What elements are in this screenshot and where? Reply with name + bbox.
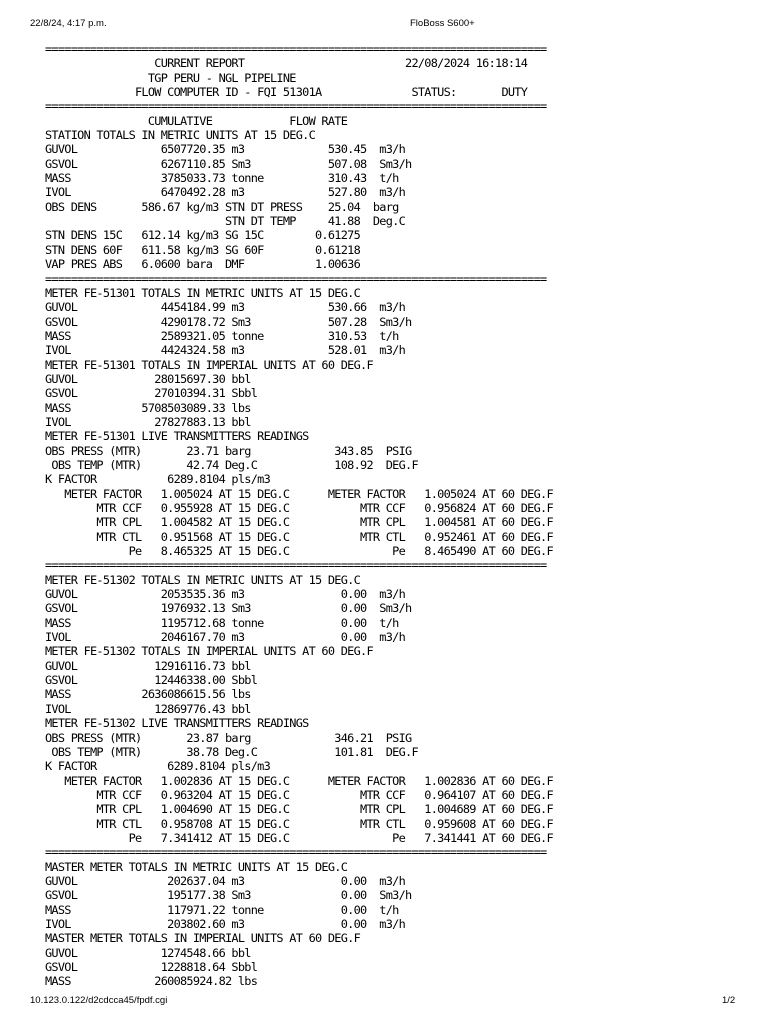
report-line: FLOW COMPUTER ID - FQI 51301A STATUS: DUTY	[45, 85, 528, 100]
report-line: METER FACTOR 1.005024 AT 15 DEG.C METER FACTOR 1.005024 AT 60 DEG.F	[45, 486, 553, 501]
report-line: STATION TOTALS IN METRIC UNITS AT 15 DEG.C	[45, 128, 316, 143]
report-line: MTR CCF 0.963204 AT 15 DEG.C MTR CCF 0.964107 AT 60 DEG.F	[45, 787, 553, 802]
print-datetime: 22/8/24, 4:17 p.m.	[30, 18, 107, 29]
report-line: GSVOL 195177.38 Sm3 0.00 Sm3/h	[45, 888, 412, 903]
report-line: MASS 3785033.73 tonne 310.43 t/h	[45, 171, 399, 186]
report-line: GUVOL 4454184.99 m3 530.66 m3/h	[45, 300, 406, 315]
report-line: IVOL 2046167.70 m3 0.00 m3/h	[45, 630, 406, 645]
report-line: STN DENS 15C 612.14 kg/m3 SG 15C 0.61275	[45, 228, 361, 243]
report-line: MASTER METER TOTALS IN IMPERIAL UNITS AT 60 DEG.F	[45, 931, 361, 946]
report-line: GSVOL 4290178.72 Sm3 507.28 Sm3/h	[45, 314, 412, 329]
report-line: GUVOL 1274548.66 bbl	[45, 945, 251, 960]
report-line: CURRENT REPORT 22/08/2024 16:18:14	[45, 56, 528, 71]
report-line: MASS 5708503089.33 lbs	[45, 400, 251, 415]
report-line: OBS DENS 586.67 kg/m3 STN DT PRESS 25.04 barg	[45, 199, 399, 214]
report-line: TGP PERU - NGL PIPELINE	[45, 70, 296, 85]
report-line: MASTER METER TOTALS IN METRIC UNITS AT 15 DEG.C	[45, 859, 348, 874]
page-url: 10.123.0.122/d2cdcca45/fpdf.cgi	[30, 995, 168, 1006]
report-line: K FACTOR 6289.8104 pls/m3	[45, 759, 271, 774]
report-line: OBS TEMP (MTR) 38.78 Deg.C 101.81 DEG.F	[45, 744, 418, 759]
report-line: MTR CPL 1.004690 AT 15 DEG.C MTR CPL 1.004689 AT 60 DEG.F	[45, 802, 553, 817]
report-line: GSVOL 27010394.31 Sbbl	[45, 386, 258, 401]
report-line: GSVOL 6267110.85 Sm3 507.08 Sm3/h	[45, 156, 412, 171]
report-line: OBS PRESS (MTR) 23.87 barg 346.21 PSIG	[45, 730, 412, 745]
report-line: MTR CCF 0.955928 AT 15 DEG.C MTR CCF 0.956824 AT 60 DEG.F	[45, 501, 553, 515]
report-line: STN DENS 60F 611.58 kg/m3 SG 60F 0.61218	[45, 242, 361, 257]
separator-line: ==============================================================================	[45, 42, 547, 56]
report-line: MASS 117971.22 tonne 0.00 t/h	[45, 902, 399, 917]
page-title: FloBoss S600+	[410, 18, 475, 29]
report-line: METER FE-51301 LIVE TRANSMITTERS READINGS	[45, 429, 309, 444]
report-line: GUVOL 12916116.73 bbl	[45, 658, 251, 673]
separator-line: ==============================================================================	[45, 271, 547, 286]
report-line: GUVOL 202637.04 m3 0.00 m3/h	[45, 873, 406, 888]
report-line: VAP PRES ABS 6.0600 bara DMF 1.00636	[45, 257, 361, 272]
report-line: MASS 2636086615.56 lbs	[45, 687, 251, 702]
separator-line: ==============================================================================	[45, 558, 547, 573]
report-line: IVOL 4424324.58 m3 528.01 m3/h	[45, 343, 406, 358]
report-line: MASS 1195712.68 tonne 0.00 t/h	[45, 615, 399, 630]
report-line: IVOL 203802.60 m3 0.00 m3/h	[45, 916, 406, 931]
report-line: IVOL 27827883.13 bbl	[45, 414, 251, 429]
report-line: OBS TEMP (MTR) 42.74 Deg.C 108.92 DEG.F	[45, 457, 418, 472]
report-line: GUVOL 2053535.36 m3 0.00 m3/h	[45, 587, 406, 602]
report-line: MTR CPL 1.004582 AT 15 DEG.C MTR CPL 1.004581 AT 60 DEG.F	[45, 515, 553, 530]
report-line: CUMULATIVE FLOW RATE	[45, 113, 348, 128]
report-line: METER FE-51301 TOTALS IN IMPERIAL UNITS AT 60 DEG.F	[45, 357, 373, 372]
report-line: MTR CTL 0.951568 AT 15 DEG.C MTR CTL 0.952461 AT 60 DEG.F	[45, 529, 553, 544]
separator-line: ==============================================================================	[45, 99, 547, 114]
report-line: Pe 8.465325 AT 15 DEG.C Pe 8.465490 AT 60 DEG.F	[45, 544, 553, 559]
page-number: 1/2	[722, 995, 736, 1006]
report-line: METER FE-51302 TOTALS IN IMPERIAL UNITS AT 60 DEG.F	[45, 644, 373, 659]
report-line: METER FE-51301 TOTALS IN METRIC UNITS AT 15 DEG.C	[45, 285, 361, 300]
report-line: METER FE-51302 TOTALS IN METRIC UNITS AT 15 DEG.C	[45, 572, 361, 587]
report-line: Pe 7.341412 AT 15 DEG.C Pe 7.341441 AT 60 DEG.F	[45, 830, 553, 845]
report-body	[45, 42, 625, 989]
report-line: GSVOL 12446338.00 Sbbl	[45, 673, 258, 688]
report-line: GUVOL 6507720.35 m3 530.45 m3/h	[45, 142, 406, 157]
report-line: IVOL 12869776.43 bbl	[45, 701, 251, 716]
separator-line: ==============================================================================	[45, 845, 547, 860]
report-line: OBS PRESS (MTR) 23.71 barg 343.85 PSIG	[45, 443, 412, 458]
report-line: GSVOL 1976932.13 Sm3 0.00 Sm3/h	[45, 601, 412, 616]
report-line: MASS 2589321.05 tonne 310.53 t/h	[45, 328, 399, 343]
report-line: GSVOL 1228818.64 Sbbl	[45, 960, 258, 974]
report-line: GUVOL 28015697.30 bbl	[45, 371, 251, 386]
report-line: K FACTOR 6289.8104 pls/m3	[45, 472, 271, 487]
report-line: STN DT TEMP 41.88 Deg.C	[45, 214, 406, 229]
report-line: METER FACTOR 1.002836 AT 15 DEG.C METER FACTOR 1.002836 AT 60 DEG.F	[45, 773, 553, 788]
report-line: MTR CTL 0.958708 AT 15 DEG.C MTR CTL 0.959608 AT 60 DEG.F	[45, 816, 553, 831]
report-line: IVOL 6470492.28 m3 527.80 m3/h	[45, 185, 406, 200]
report-line: MASS 260085924.82 lbs	[45, 974, 258, 989]
report-line: METER FE-51302 LIVE TRANSMITTERS READINGS	[45, 716, 309, 731]
